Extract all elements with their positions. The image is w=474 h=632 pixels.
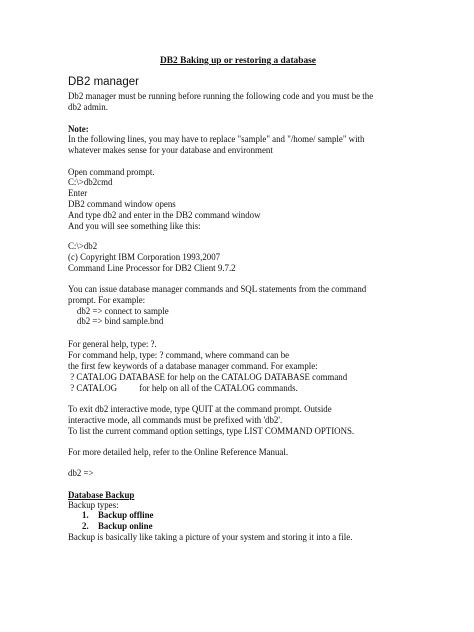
help-line: For command help, type: ? command, where command can be [68,350,290,360]
help-line: For general help, type: ?. [68,339,157,349]
step-line: DB2 command window opens [68,199,176,209]
list-item-backup-online: Backup online [98,521,153,531]
document-title: DB2 Baking up or restoring a database [160,56,316,66]
output-line: C:\>db2 [68,241,98,251]
help-line: ? CATALOG for help on all of the CATALOG commands. [68,383,298,393]
note-line: whatever makes sense for your database and environment [68,145,273,155]
more-help-line: For more detailed help, refer to the Online Reference Manual. [68,447,289,457]
issue-line: prompt. For example: [68,295,146,305]
exit-line: To list the current command option settings, type LIST COMMAND OPTIONS. [68,426,355,436]
backup-description: Backup is basically like taking a picture of your system and storing it into a file. [68,532,353,542]
intro-line: db2 admin. [68,102,108,112]
step-line: And you will see something like this: [68,221,201,231]
output-line: (c) Copyright IBM Corporation 1993,2007 [68,252,221,262]
section-heading-db2-manager: DB2 manager [68,76,139,88]
intro-line: Db2 manager must be running before running the following code and you must be the [68,91,374,101]
step-line: C:\>db2cmd [68,177,113,187]
issue-line: You can issue database manager commands and SQL statements from the command [68,284,367,294]
step-line: Open command prompt. [68,167,155,177]
backup-heading: Database Backup [68,490,135,500]
output-line: Command Line Processor for DB2 Client 9.7.2 [68,263,236,273]
note-label: Note: [68,124,89,134]
exit-line: interactive mode, all commands must be prefixed with 'db2'. [68,415,283,425]
issue-line: db2 => connect to sample [68,306,169,316]
help-line: the first few keywords of a database manager command. For example: [68,361,318,371]
help-line: ? CATALOG DATABASE for help on the CATALOG DATABASE command [68,372,348,382]
db2-prompt: db2 => [68,468,94,478]
note-line: In the following lines, you may have to replace "sample" and "/home/ sample" with [68,134,365,144]
step-line: And type db2 and enter in the DB2 command window [68,210,261,220]
list-item-backup-offline: Backup offline [98,510,154,520]
list-number: 2. [82,521,89,531]
issue-line: db2 => bind sample.bnd [68,316,164,326]
exit-line: To exit db2 interactive mode, type QUIT at the command prompt. Outside [68,404,332,414]
backup-types-label: Backup types: [68,500,119,510]
step-line: Enter [68,188,88,198]
list-number: 1. [82,510,89,520]
